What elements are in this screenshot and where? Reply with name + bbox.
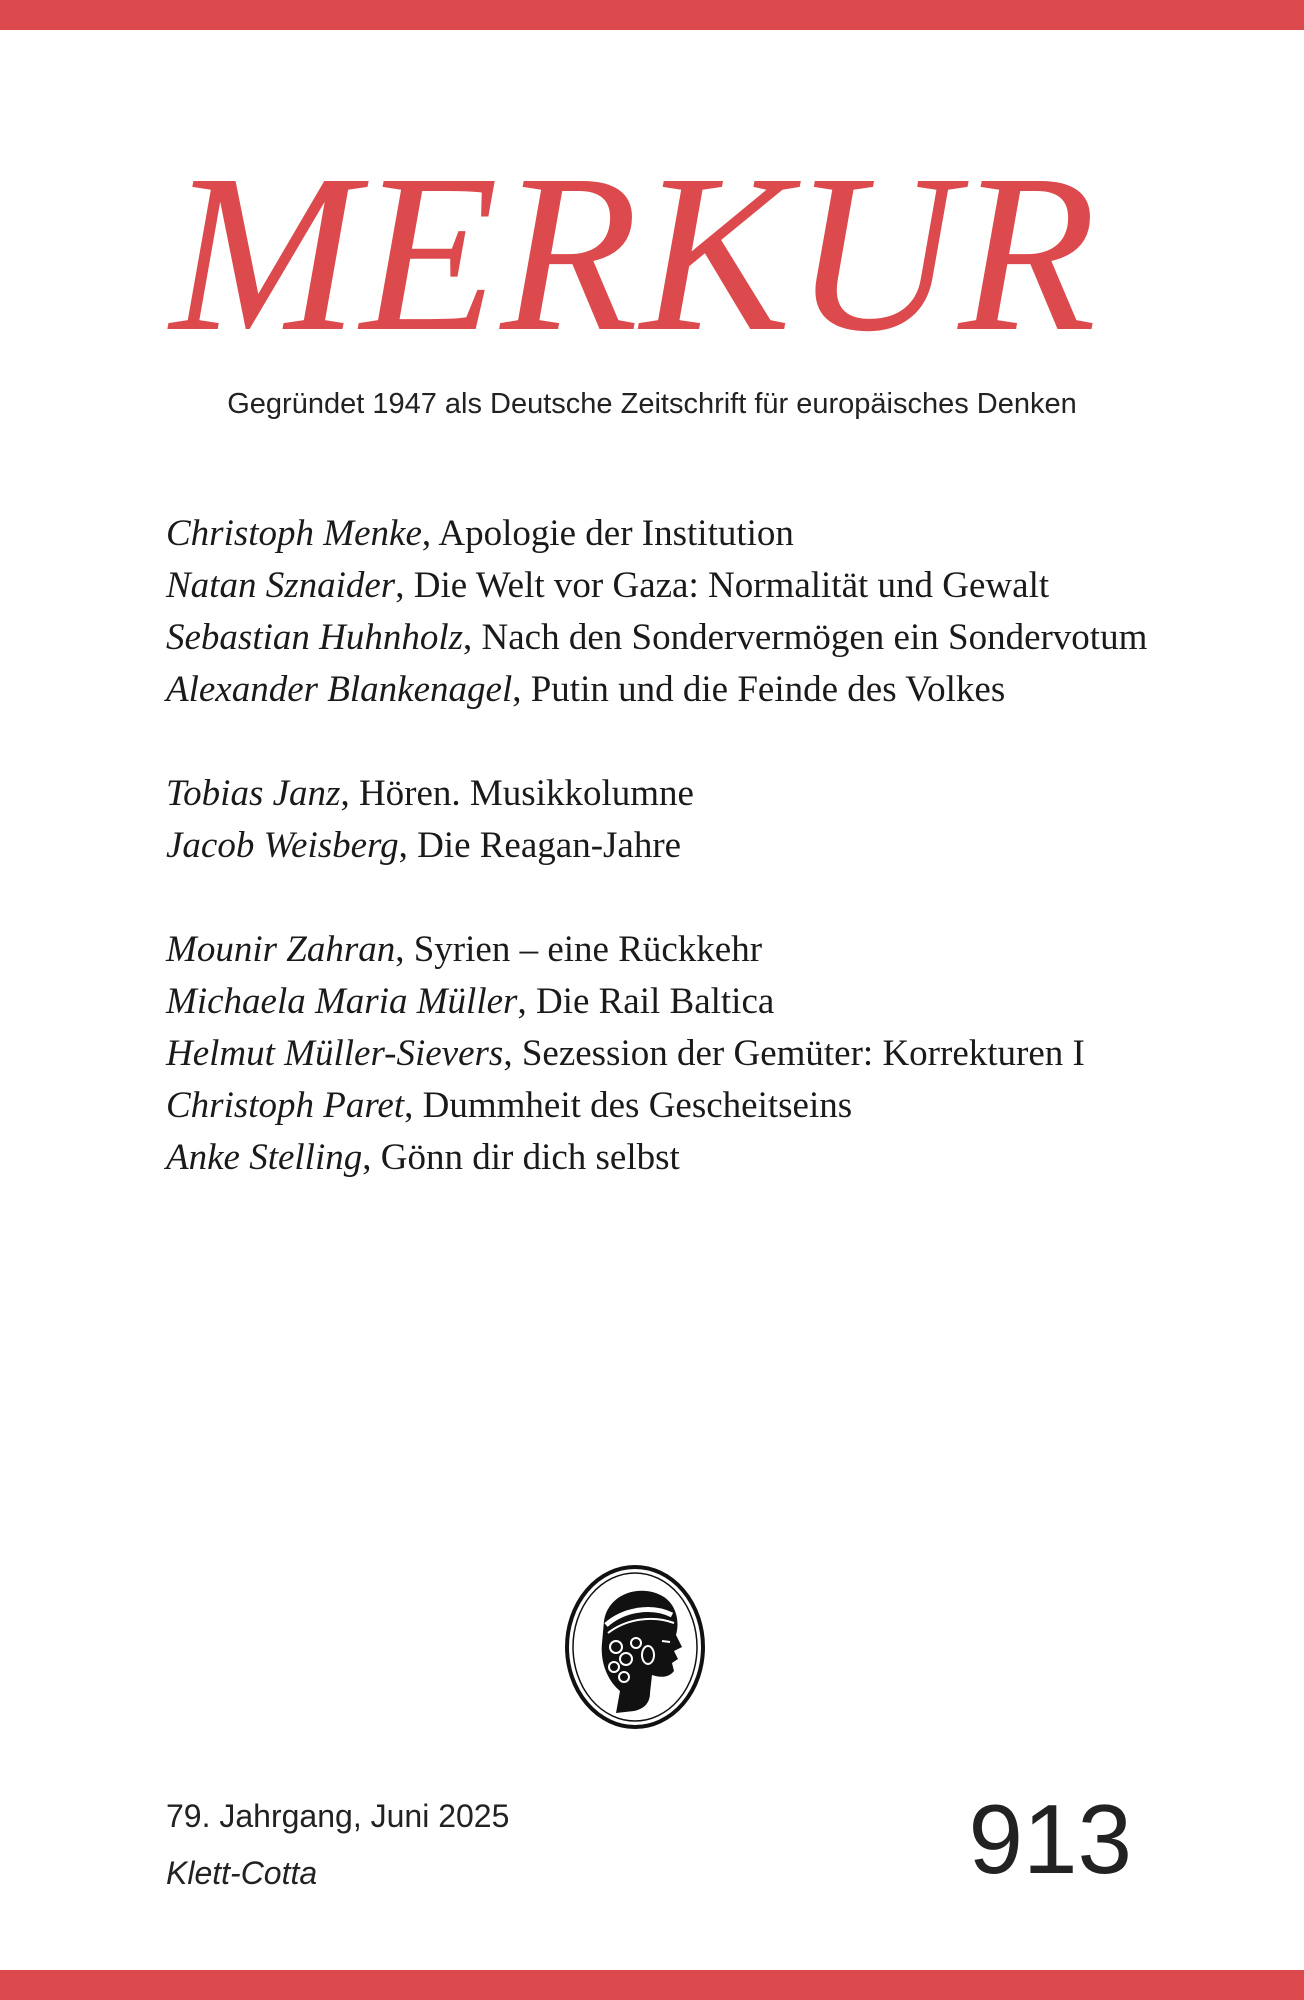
contents-entry: Helmut Müller-Sievers, Sezession der Gemüter: Korrekturen I — [166, 1033, 1085, 1074]
tagline: Gegründet 1947 als Deutsche Zeitschrift für europäisches Denken — [227, 388, 1077, 420]
contents-entry: Christoph Menke, Apologie der Institution — [166, 513, 794, 554]
contents-entry: Natan Sznaider, Die Welt vor Gaza: Normalität und Gewalt — [166, 565, 1050, 606]
entry-author: Alexander Blankenagel — [166, 669, 513, 710]
issue-number: 913 — [968, 1784, 1132, 1894]
entry-title: Apologie der Institution — [438, 513, 794, 554]
entry-title: Sezession der Gemüter: Korrekturen I — [521, 1033, 1085, 1074]
entry-title: Putin und die Feinde des Volkes — [530, 669, 1006, 710]
contents-group-1 — [166, 508, 1186, 716]
entry-title: Die Welt vor Gaza: Normalität und Gewalt — [413, 565, 1050, 606]
contents-entry: Christoph Paret, Dummheit des Gescheitseins — [166, 1085, 853, 1126]
contents-entry: Alexander Blankenagel, Putin und die Feinde des Volkes — [166, 669, 1006, 710]
publisher-name: Klett-Cotta — [166, 1855, 318, 1891]
table-of-contents — [166, 508, 1186, 1236]
entry-title: Dummheit des Gescheitseins — [422, 1085, 853, 1126]
entry-author: Christoph Menke — [166, 513, 422, 554]
bottom-accent-bar — [0, 1970, 1304, 2000]
entry-title: Syrien – eine Rückkehr — [413, 929, 763, 970]
contents-entry: Mounir Zahran, Syrien – eine Rückkehr — [166, 929, 763, 970]
entry-title: Die Rail Baltica — [535, 981, 775, 1022]
entry-author: Jacob Weisberg — [166, 825, 399, 866]
entry-title: Gönn dir dich selbst — [380, 1137, 680, 1178]
hermes-head-medallion-icon — [564, 1563, 706, 1731]
entry-author: Mounir Zahran — [166, 929, 396, 970]
contents-entry: Sebastian Huhnholz, Nach den Sondervermögen ein Sondervotum — [166, 617, 1148, 658]
entry-author: Tobias Janz — [166, 773, 341, 814]
entry-author: Anke Stelling — [166, 1137, 363, 1178]
entry-title: Hören. Musikkolumne — [358, 773, 694, 814]
contents-group-3 — [166, 924, 1186, 1184]
entry-author: Christoph Paret — [166, 1085, 405, 1126]
volume-date: 79. Jahrgang, Juni 2025 — [166, 1798, 510, 1834]
entry-author: Natan Sznaider — [166, 565, 396, 606]
contents-group-2 — [166, 768, 1186, 872]
entry-title: Die Reagan-Jahre — [417, 825, 682, 866]
contents-entry: Michaela Maria Müller, Die Rail Baltica — [166, 981, 775, 1022]
entry-title: Nach den Sondervermögen ein Sondervotum — [481, 617, 1148, 658]
top-accent-bar — [0, 0, 1304, 30]
entry-author: Sebastian Huhnholz — [166, 617, 464, 658]
magazine-title: MERKUR — [170, 128, 1099, 378]
contents-entry: Anke Stelling, Gönn dir dich selbst — [166, 1137, 680, 1178]
contents-entry: Tobias Janz, Hören. Musikkolumne — [166, 773, 694, 814]
entry-author: Michaela Maria Müller — [166, 981, 518, 1022]
entry-author: Helmut Müller-Sievers — [166, 1033, 504, 1074]
contents-entry: Jacob Weisberg, Die Reagan-Jahre — [166, 825, 682, 866]
